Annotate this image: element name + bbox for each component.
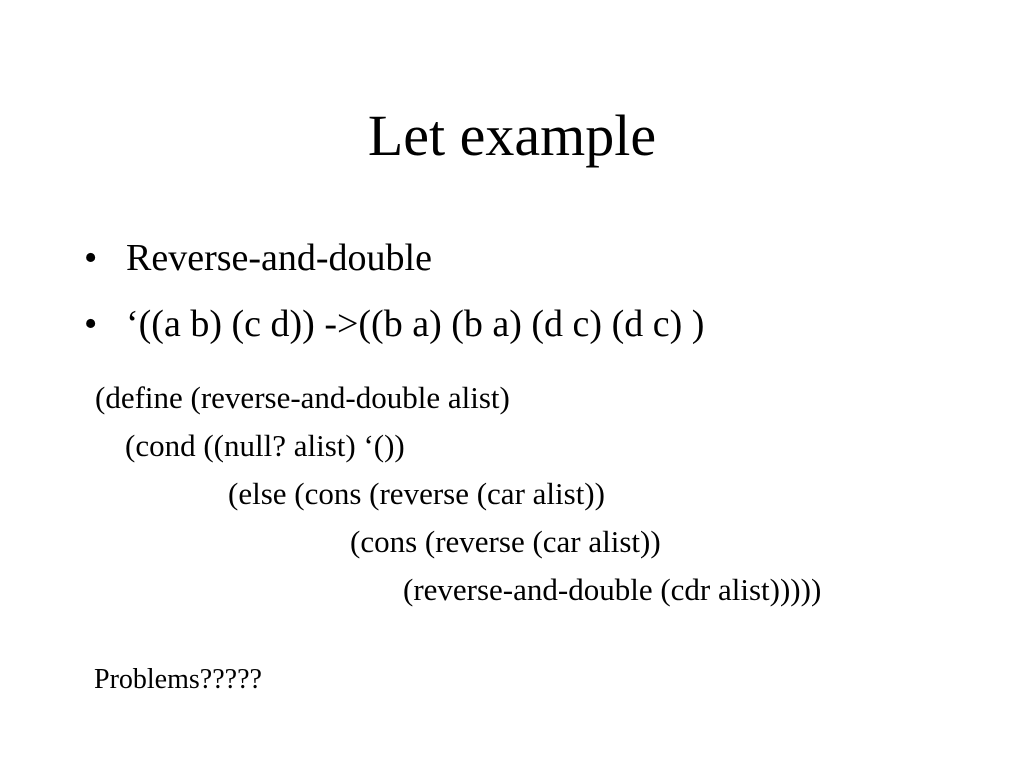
code-line: (reverse-and-double (cdr alist))))) (403, 572, 822, 607)
code-line: (cons (reverse (car alist)) (350, 524, 661, 559)
slide-title: Let example (367, 103, 657, 168)
problems-note: Problems????? (94, 664, 262, 695)
bullet-text: ‘((a b) (c d)) ->((b a) (b a) (d c) (d c) ) (126, 303, 705, 345)
code-line: (define (reverse-and-double alist) (95, 380, 510, 415)
bullet-point-icon: • (84, 303, 98, 345)
code-line: (cond ((null? alist) ‘()) (125, 428, 405, 463)
bullet-point-icon: • (84, 237, 98, 279)
bullet-text: Reverse-and-double (126, 237, 432, 279)
code-line: (else (cons (reverse (car alist)) (228, 476, 605, 511)
